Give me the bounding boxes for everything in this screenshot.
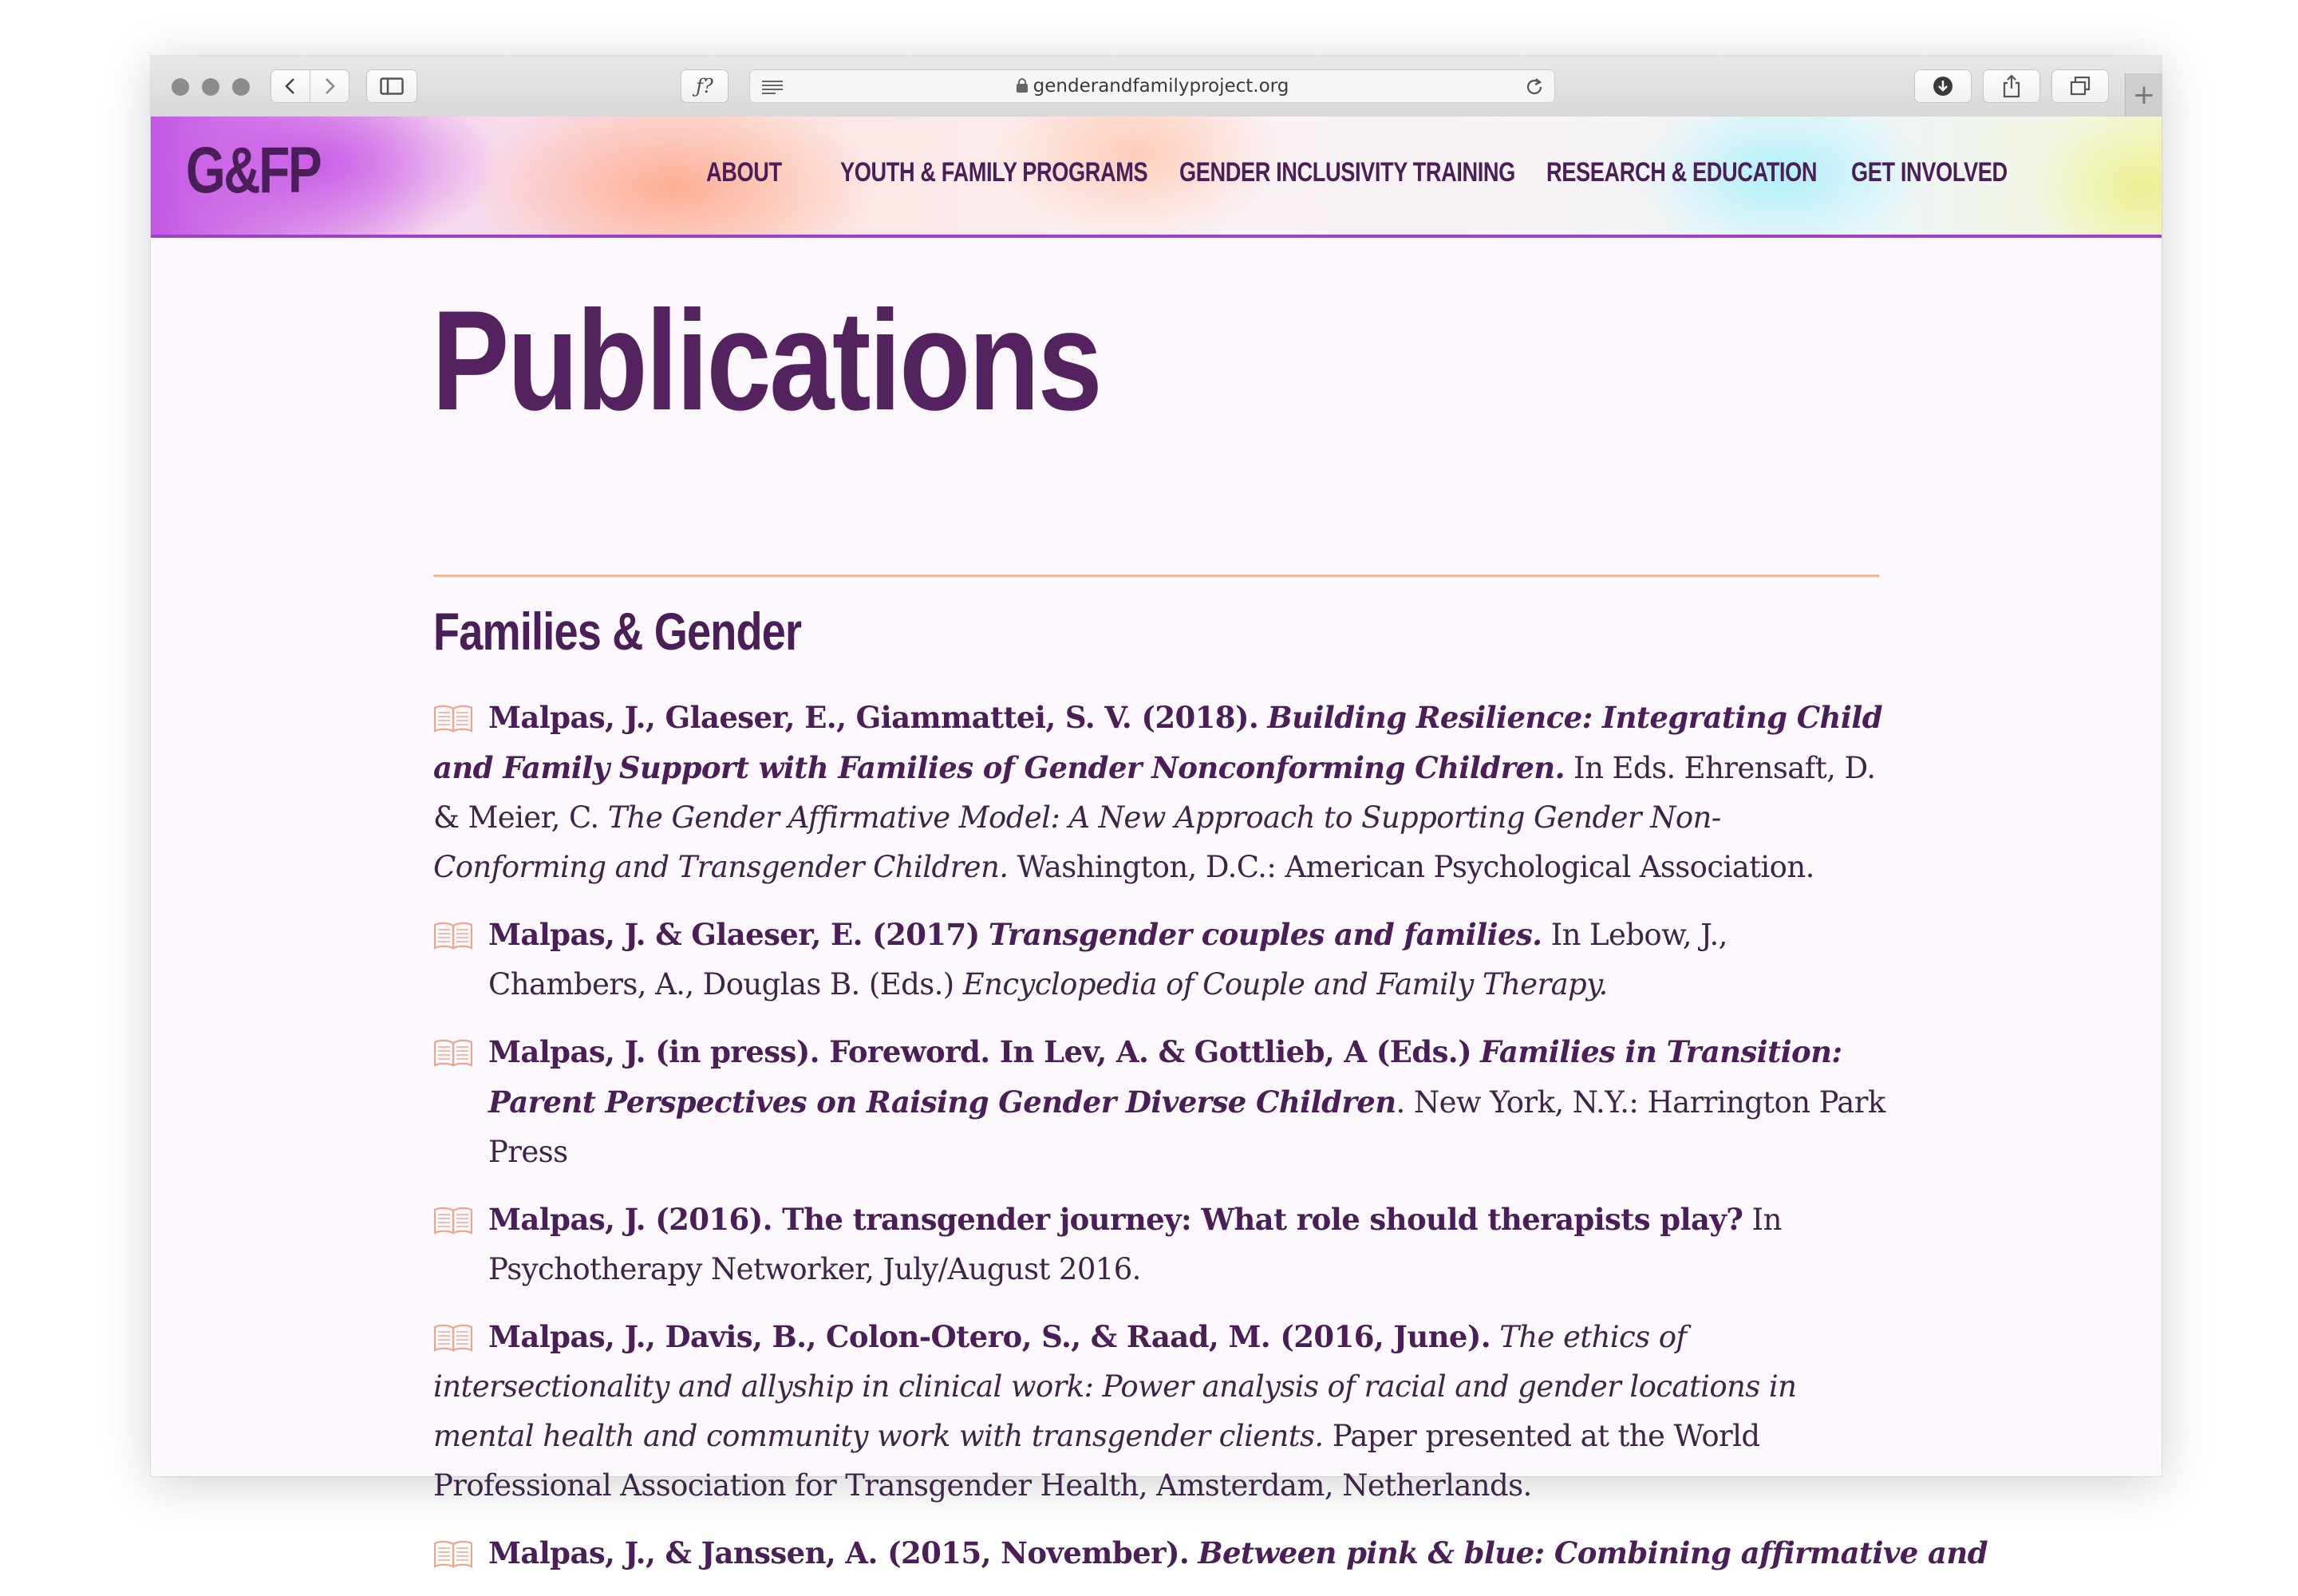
address-bar[interactable]	[749, 69, 1555, 103]
publication-item	[433, 1312, 1889, 1511]
nav-gender-inclusivity-training[interactable]: GENDER INCLUSIVITY TRAINING	[1179, 157, 1515, 188]
publication-item	[433, 693, 1889, 892]
publication-title: Between pink & blue: Combining affirmative and	[1198, 1535, 1988, 1570]
publication-book: Encyclopedia of Couple and Family Therapy.	[962, 967, 1608, 1001]
tabs-overview-button[interactable]	[2051, 69, 2109, 103]
publication-publisher: Washington, D.C.: American Psychological Association.	[1017, 850, 1814, 884]
publication-item	[433, 1528, 1988, 1578]
site-logo[interactable]: G&FP	[186, 134, 321, 207]
downloads-button[interactable]	[1914, 69, 1972, 103]
publication-item	[433, 1195, 1889, 1294]
forward-button[interactable]	[310, 69, 349, 103]
book-icon	[433, 1206, 473, 1235]
page-title: Publications	[432, 281, 1101, 440]
book-icon	[433, 1323, 473, 1352]
back-button[interactable]	[270, 69, 310, 103]
minimize-window-button[interactable]	[202, 78, 219, 96]
sidebar-icon	[380, 77, 404, 95]
publication-title: Transgender couples and families.	[988, 917, 1542, 952]
publication-publisher: Paper presented at the World Professional Association for Transgender Health, Amsterdam, Netherlands.	[433, 1419, 1760, 1503]
zoom-window-button[interactable]	[232, 78, 250, 96]
publication-title: Families in Transition: Parent Perspectives on Raising Gender Diverse Children	[488, 1034, 1842, 1120]
reload-icon[interactable]	[1524, 77, 1545, 97]
publication-book: The ethics of intersectionality and allyship in clinical work: Power analysis of racial and gender locations in mental health and community work with transgender clients.	[433, 1320, 1797, 1453]
publication-source: In Psychotherapy Networker, July/August 2016.	[488, 1203, 1782, 1286]
book-icon	[433, 1038, 473, 1067]
sidebar-button[interactable]	[366, 69, 417, 103]
url-text: genderandfamilyproject.org	[1033, 76, 1289, 97]
publication-authors: Malpas, J. & Glaeser, E. (2017)	[488, 917, 980, 952]
divider	[433, 575, 1879, 577]
publication-item	[433, 1027, 1889, 1177]
site-header	[151, 117, 2162, 238]
publication-authors: Malpas, J., & Janssen, A. (2015, November).	[488, 1535, 1190, 1570]
url-row	[750, 70, 1554, 102]
browser-window	[151, 56, 2162, 1570]
publication-book: The Gender Affirmative Model: A New Approach to Supporting Gender Non-Conforming and Transgender Children.	[433, 800, 1721, 884]
reader-button[interactable]: ƒ?	[681, 69, 728, 103]
publication-source: In Eds. Ehrensaft, D. & Meier, C.	[433, 751, 1876, 835]
publication-source: In Lebow, J., Chambers, A., Douglas B. (Eds.)	[488, 918, 1727, 1001]
publication-item	[433, 910, 1889, 1009]
nav-research-education[interactable]: RESEARCH & EDUCATION	[1546, 157, 1818, 188]
share-button[interactable]	[1983, 69, 2040, 103]
chevron-left-icon	[284, 77, 297, 95]
nav-get-involved[interactable]: GET INVOLVED	[1851, 157, 2008, 188]
main-nav	[151, 148, 2162, 196]
publication-authors: Malpas, J. (in press). Foreword. In Lev, A. & Gottlieb, A (Eds.)	[488, 1034, 1471, 1069]
publication-authors: Malpas, J., Glaeser, E., Giammattei, S. V. (2018).	[488, 700, 1259, 735]
book-icon	[433, 704, 473, 733]
browser-toolbar	[151, 56, 2162, 117]
close-window-button[interactable]	[172, 78, 189, 96]
page-content	[151, 238, 2162, 1570]
nav-about[interactable]: ABOUT	[706, 157, 782, 188]
download-icon	[1932, 75, 1954, 97]
publication-list	[433, 693, 1988, 1596]
lock-icon	[1016, 77, 1029, 93]
publication-authors: Malpas, J., Davis, B., Colon-Otero, S., & Raad, M. (2016, June).	[488, 1319, 1491, 1354]
tabs-icon	[2070, 76, 2091, 97]
nav-youth-family-programs[interactable]: YOUTH & FAMILY PROGRAMS	[840, 157, 1148, 188]
publication-title: Building Resilience: Integrating Child and Family Support with Families of Gender Nonconforming Children.	[433, 700, 1883, 785]
share-icon	[2001, 74, 2022, 98]
book-icon	[433, 1539, 473, 1568]
chevron-right-icon	[323, 77, 336, 95]
publication-authors: Malpas, J. (2016). The transgender journey: What role should therapists play?	[488, 1202, 1743, 1237]
new-tab-button[interactable]: +	[2125, 73, 2162, 117]
section-heading: Families & Gender	[433, 602, 802, 661]
publication-source: . New York, N.Y.: Harrington Park Press	[488, 1085, 1885, 1169]
book-icon	[433, 921, 473, 950]
